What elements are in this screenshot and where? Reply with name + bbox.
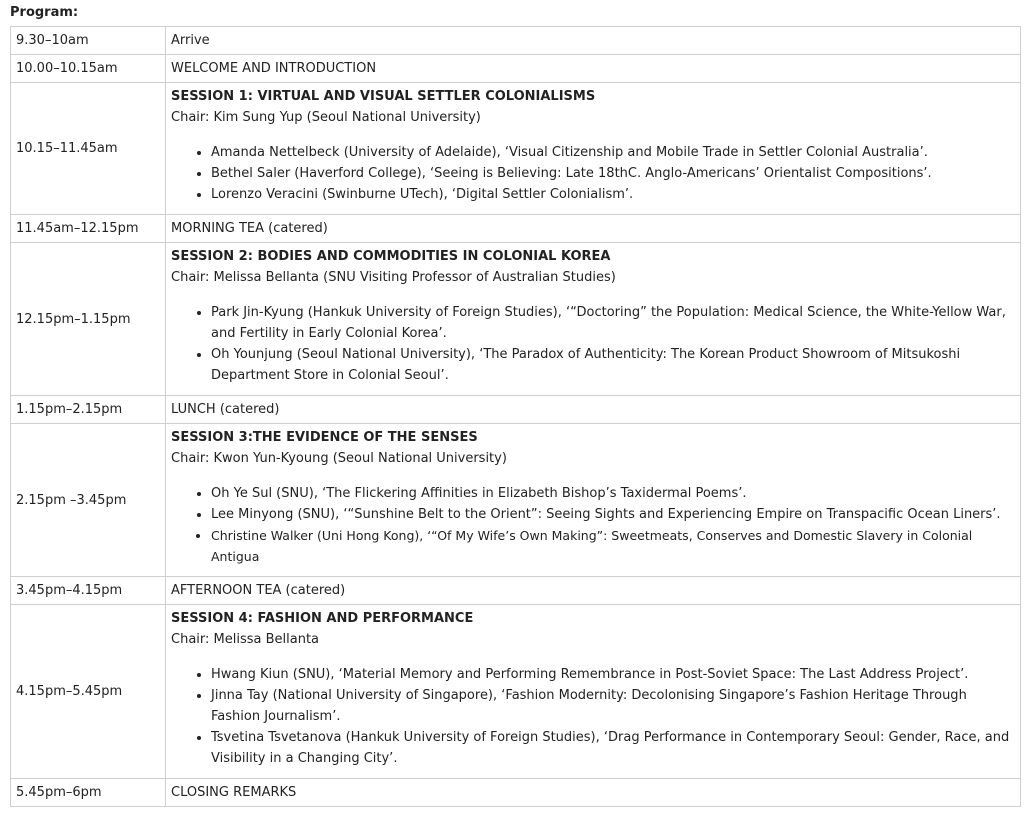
- time-cell: 2.15pm –3.45pm: [11, 424, 166, 577]
- time-cell: 11.45am–12.15pm: [11, 215, 166, 243]
- talk-list: [171, 664, 1015, 769]
- table-row: [11, 243, 1021, 396]
- table-row: [11, 396, 1021, 424]
- event-cell: WELCOME AND INTRODUCTION: [166, 55, 1021, 83]
- list-item: • Lorenzo Veracini (Swinburne UTech), ‘Digital Settler Colonialism’.: [211, 184, 1015, 205]
- time-cell: 4.15pm–5.45pm: [11, 605, 166, 779]
- session-chair: Chair: Kim Sung Yup (Seoul National University): [171, 110, 481, 125]
- session-chair: Chair: Melissa Bellanta (SNU Visiting Professor of Australian Studies): [171, 270, 616, 285]
- session-title: SESSION 1: VIRTUAL AND VISUAL SETTLER COLONIALISMS: [171, 89, 596, 104]
- time-cell: 9.30–10am: [11, 27, 166, 55]
- event-cell: CLOSING REMARKS: [166, 779, 1021, 807]
- event-cell: LUNCH (catered): [166, 396, 1021, 424]
- list-item: • Oh Younjung (Seoul National University), ‘The Paradox of Authenticity: The Korean Product Showroom of Mitsukoshi Department Store in Colonial Seoul’.: [211, 344, 1015, 386]
- session-chair: Chair: Melissa Bellanta: [171, 632, 320, 647]
- session-cell: [166, 605, 1021, 779]
- list-item: • Bethel Saler (Haverford College), ‘Seeing is Believing: Late 18thC. Anglo-Americans’ Orientalist Compositions’.: [211, 163, 1015, 184]
- session-cell: [166, 83, 1021, 215]
- table-row: [11, 55, 1021, 83]
- talk-list: [171, 483, 1015, 567]
- time-cell: 10.15–11.45am: [11, 83, 166, 215]
- program-table: [10, 26, 1021, 807]
- time-cell: 3.45pm–4.15pm: [11, 577, 166, 605]
- table-row: [11, 215, 1021, 243]
- table-row: [11, 83, 1021, 215]
- list-item: • Oh Ye Sul (SNU), ‘The Flickering Affinities in Elizabeth Bishop’s Taxidermal Poems’.: [211, 483, 1015, 504]
- list-item: • Park Jin-Kyung (Hankuk University of Foreign Studies), ‘“Doctoring” the Population: Medical Science, the White-Yellow War, and Fertility in Early Colonial Korea’.: [211, 302, 1015, 344]
- talk-list: [171, 302, 1015, 386]
- table-row: [11, 779, 1021, 807]
- table-row: [11, 27, 1021, 55]
- event-cell: Arrive: [166, 27, 1021, 55]
- table-row: [11, 605, 1021, 779]
- session-title: SESSION 2: BODIES AND COMMODITIES IN COLONIAL KOREA: [171, 249, 611, 264]
- list-item: • Tsvetina Tsvetanova (Hankuk University of Foreign Studies), ‘Drag Performance in Contemporary Seoul: Gender, Race, and Visibility in a Changing City’.: [211, 727, 1015, 769]
- talk-list: [171, 142, 1015, 205]
- time-cell: 12.15pm–1.15pm: [11, 243, 166, 396]
- session-title: SESSION 4: FASHION AND PERFORMANCE: [171, 611, 474, 626]
- session-chair: Chair: Kwon Yun-Kyoung (Seoul National University): [171, 451, 507, 466]
- table-row: [11, 577, 1021, 605]
- table-row: [11, 424, 1021, 577]
- time-cell: 10.00–10.15am: [11, 55, 166, 83]
- list-item: • Amanda Nettelbeck (University of Adelaide), ‘Visual Citizenship and Mobile Trade in Settler Colonial Australia’.: [211, 142, 1015, 163]
- program-heading: Program:: [10, 5, 79, 20]
- time-cell: 1.15pm–2.15pm: [11, 396, 166, 424]
- time-cell: 5.45pm–6pm: [11, 779, 166, 807]
- list-item: • Hwang Kiun (SNU), ‘Material Memory and Performing Remembrance in Post-Soviet Space: The Last Address Project’.: [211, 664, 1015, 685]
- session-cell: [166, 243, 1021, 396]
- event-cell: AFTERNOON TEA (catered): [166, 577, 1021, 605]
- session-title: SESSION 3:THE EVIDENCE OF THE SENSES: [171, 430, 478, 445]
- list-item: • Lee Minyong (SNU), ‘“Sunshine Belt to the Orient”: Seeing Sights and Experiencing Empire on Transpacific Ocean Liners’.: [211, 504, 1015, 525]
- list-item: • Jinna Tay (National University of Singapore), ‘Fashion Modernity: Decolonising Singapore’s Fashion Heritage Through Fashion Journalism’.: [211, 685, 1015, 727]
- session-cell: [166, 424, 1021, 577]
- list-item: • Christine Walker (Uni Hong Kong), ‘“Of My Wife’s Own Making”: Sweetmeats, Conserves and Domestic Slavery in Colonial Antigua: [211, 525, 1015, 567]
- event-cell: MORNING TEA (catered): [166, 215, 1021, 243]
